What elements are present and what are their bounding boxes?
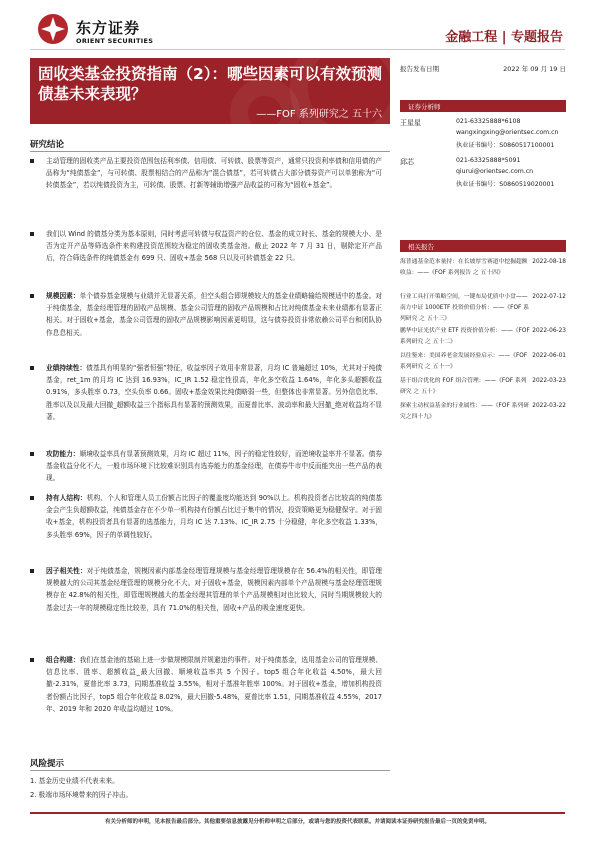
conclusion-paragraph <box>30 290 382 339</box>
related-report-item[interactable] <box>400 351 566 373</box>
analyst-license: 执业证书编号：S0860519020001 <box>456 181 555 188</box>
logo-text-en: ORIENT SECURITIES <box>76 37 154 45</box>
related-report-title[interactable]: 行业工具打开策略空间，一键布局优质中小盘——南方中证 1000ETF 投资价值分析：——《FOF 系列研究 之 五十三》 <box>400 294 530 322</box>
related-reports-header: 相关报告 <box>400 240 566 252</box>
analyst-name: 王星星 <box>400 119 421 127</box>
related-report-title[interactable]: 鹏华中证光伏产业 ETF 投资价值分析：——《FOF 系列研究 之 五十二》 <box>400 328 530 345</box>
bullet-icon <box>30 294 34 298</box>
logo-text-cn: 东方证券 <box>76 19 141 37</box>
analyst-phone: 021-63325888*6108 <box>456 118 521 125</box>
related-report-item[interactable] <box>400 401 566 423</box>
related-report-date: 2022-03-23 <box>532 378 566 384</box>
analyst-card <box>400 157 566 207</box>
related-report-title[interactable]: 探索主动权益基金的行业属性：——《FOF 系列研究之四十九》 <box>400 403 530 420</box>
paragraph-text: 我们以 Wind 的债基分类为基本原则，同时考虑可转债与权益资产的仓位、基金的成立时长、基金的规模大小、是否为定开产品等筛选条件来构建投资范围较为稳定的固收类基金池。截止 2022 年 7 月 31 日，剔除定开产品后，符合筛选条件的纯债基金有 699 只、固收+基金 568 只以及可转债基金 22 只。 <box>46 230 382 263</box>
paragraph-lead: 业绩持续性： <box>46 364 87 372</box>
bullet-icon <box>30 232 34 236</box>
related-report-date: 2022-06-01 <box>532 353 566 359</box>
related-report-date: 2022-07-12 <box>532 294 566 300</box>
conclusion-paragraph <box>30 448 382 485</box>
paragraph-lead: 因子相关性： <box>46 567 87 575</box>
paragraph-lead: 规模因素： <box>46 292 80 300</box>
conclusion-divider <box>30 151 390 152</box>
page-header <box>0 0 595 58</box>
bullet-icon <box>30 496 34 500</box>
report-date-label: 报告发布日期 <box>400 65 439 73</box>
report-title: 固收类基金投资指南（2）：哪些因素可以有效预测债基未来表现？ <box>38 65 383 103</box>
related-report-date: 2022-06-23 <box>532 328 566 334</box>
analyst-email[interactable]: qiurui@orientsec.com.cn <box>456 168 534 175</box>
logo-mark-icon <box>36 12 70 46</box>
risk-divider <box>30 770 390 771</box>
bullet-icon <box>30 569 34 573</box>
related-report-item[interactable] <box>400 292 566 325</box>
title-banner <box>30 58 390 124</box>
report-series-label: 金融工程 | 专题报告 <box>445 30 563 45</box>
paragraph-lead: 组合构建： <box>46 656 80 664</box>
bullet-icon <box>30 658 34 662</box>
conclusion-paragraph <box>30 565 382 614</box>
conclusion-paragraph <box>30 492 382 541</box>
related-report-title[interactable]: 基于组合优化的 FOF 组合管理：——《FOF 系列研究 之 五十》 <box>400 378 527 395</box>
paragraph-text: 单个债券基金规模与业绩并无显著关系，但空头组合即规模较大的基金业绩略输给规模适中的基金。对于纯债基金，基金经理管理的固收产品规模、基金公司管理的固收产品规模和占比对纯债基金未来业绩都有显著正相关。对于固收+基金，基金公司管理的固收产品规模影响因素更明显，这与债券投资非常依赖公司平台和团队协作息息相关。 <box>46 292 383 337</box>
risk-item: 2. 极端市场环境带来的因子冲击。 <box>30 791 133 799</box>
analyst-email[interactable]: wangxingxing@orientsec.com.cn <box>456 129 559 136</box>
footer-divider <box>30 812 565 814</box>
analyst-license: 执业证书编号：S0860517100001 <box>456 142 555 149</box>
conclusion-paragraph <box>30 362 382 423</box>
related-report-item[interactable] <box>400 376 566 398</box>
paragraph-lead: 持有人结构： <box>46 494 87 502</box>
company-logo <box>36 12 156 48</box>
paragraph-text: 顺境收益率具有显著预测效果，月均 IC 超过 11%，因子的稳定性较好，而逆境收益率并不显著。债券基金收益分化不大，一般市场环境下比较难识别具有选券能力的基金经理，在债券牛市中反而能突出一些产品的表现。 <box>46 450 383 483</box>
analysts-header: 证券分析师 <box>400 100 566 112</box>
report-date-value: 2022 年 09 月 19 日 <box>503 65 566 73</box>
related-report-date: 2022-03-22 <box>532 403 566 409</box>
conclusion-paragraph <box>30 654 382 715</box>
risk-heading: 风险提示 <box>30 759 65 769</box>
related-report-title[interactable]: 以往鉴来：美国养老金发展经验启示：——《FOF 系列研究 之 五十一》 <box>400 353 528 370</box>
paragraph-lead: 攻防能力： <box>46 450 80 458</box>
related-report-date: 2022-08-18 <box>532 259 566 265</box>
analyst-name: 邱芯 <box>400 158 414 166</box>
bullet-icon <box>30 159 34 163</box>
analyst-phone: 021-63325888*5091 <box>456 157 521 164</box>
header-divider <box>30 49 565 50</box>
related-report-title[interactable]: 海普通基金范本量持：在长坡厚雪赛道中挖掘超额收益：——《FOF 系列报告 之 五十四》 <box>400 259 528 276</box>
related-report-item[interactable] <box>400 326 566 348</box>
paragraph-text: 机构、个人和管理人员工份额占比因子的覆盖度均能达到 90%以上。机构投资者占比较高的纯债基金会产生负超额收益，纯债基金存在不少单一机构持有份额占比过于集中的情况，投资策略更为稳健保守。对于固收+基金，机构投资者具有显著的选基能力，月均 IC 达 7.13%、IC_IR 2.75 十分稳健，年化多空收益 1.33%，多头胜率 69%，因子的单调性较好。 <box>46 494 382 539</box>
paragraph-text: 对于纯债基金，规模因素内部基金经理管理规模与基金经理管理规模存在 56.4%的相关性，即管理规模越大的公司其基金经理管理的规模分化不大。对于固收+基金，规模因素内部单个产品规模与基金经理管理规模存在 42.8%的相关性，即管理规模越大的基金经理其管理的单个产品规模相对也比较大，同时当期规模较大的基金过去一年的规模稳定性比较差，具有 71.0%的相关性，固收+产品的吸金速度更快。 <box>46 567 382 612</box>
paragraph-text: 主动管理的固收类产品主要投资范围包括利率债、信用债、可转债、股票等资产，通常只投资利率债和信用债的产品称为“纯债基金”，与可转债、股票相结合的产品称为“混合债基”，若可转债占大部分债券资产可以单独称为“可转债基金”，若以纯债投资为主，可转债、股票、打新等辅助增强产品收益的可称为“固收+基金”。 <box>46 157 382 190</box>
related-report-item[interactable] <box>400 257 566 279</box>
conclusion-heading: 研究结论 <box>30 140 65 150</box>
disclaimer-footer: 有关分析师的申明，见本报告最后部分。其他重要信息披露见分析师申明之后部分，或请与您的投资代表联系。并请阅读本证券研究报告最后一页的免责申明。 <box>104 819 490 825</box>
conclusion-paragraph <box>30 228 382 265</box>
bullet-icon <box>30 366 34 370</box>
paragraph-text: 我们在基金池的基础上进一步做规模限制并规避违约事件。对于纯债基金，选用基金公司的管理规模、信息比率、胜率、超额收益_最大回撤、顺境收益率共 5 个因子。top5 组合年化收益 4.50%，最大回撤-2.31%，夏普比率 3.73，同期基准收益 3.55%，相对于基准年胜率 100%。对于固收+基金，增加机构投资者份额占比因子，top5 组合年化收益 8.02%，最大回撤-5.48%，夏普比率 1.51，同期基准收益 4.55%，2017 年、2019 年和 2020 年收益均超过 10%。 <box>46 656 383 713</box>
conclusion-paragraph <box>30 155 382 192</box>
risk-item: 1. 基金历史业绩不代表未来。 <box>30 777 119 785</box>
bullet-icon <box>30 452 34 456</box>
paragraph-text: 债基具有明显的“强者恒强”特征，收益率因子效用非常显著，月均 IC 普遍超过 10%，尤其对于纯债基金，ret_1m 的月均 IC 达到 16.93%，IC_IR 1.52 稳定性很高，年化多空收益 1.64%，年化多头超额收益 0.91%，多头胜率 0.73，空头负率 0.66。固收+基金效果比纯债略弱一些，但整体也非常显著。另外信息比率、胜率以及以及最大回撤_超额收益三个指标具有显著的预测效果，而夏普比率、波动率和最大回撤_绝对收益均不显著。 <box>46 364 382 421</box>
report-subtitle: ——FOF 系列研究之 五十六 <box>256 109 382 120</box>
